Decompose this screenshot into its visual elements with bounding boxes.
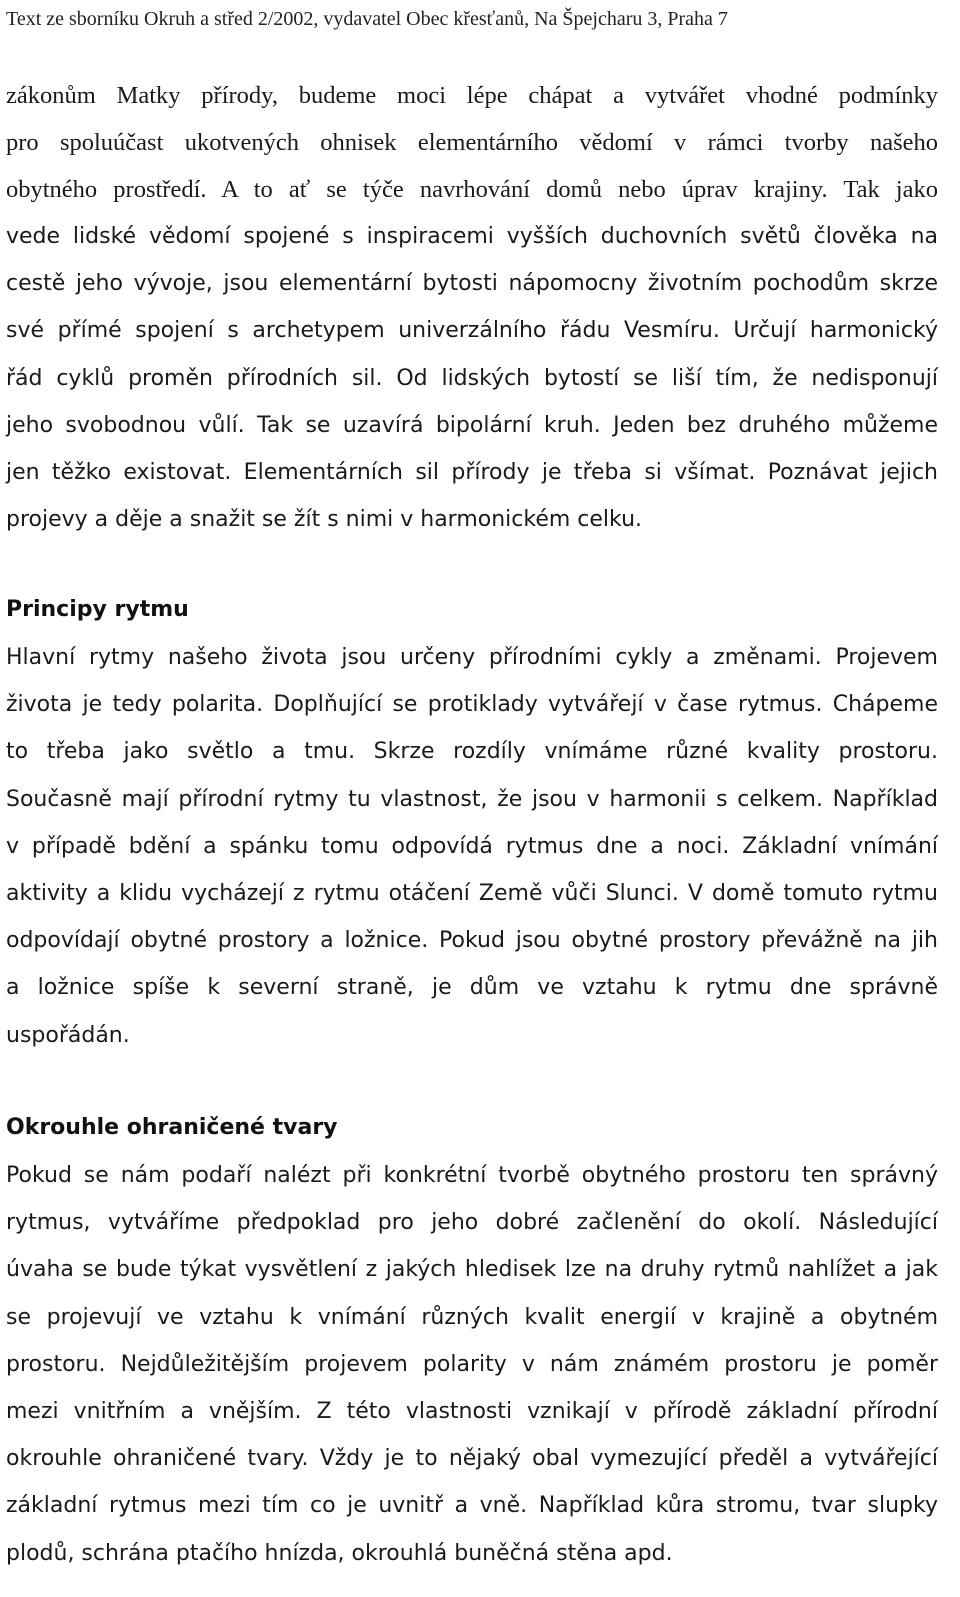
text-line: projevy a děje a snažit se žít s nimi v harmonickém celku. bbox=[6, 507, 643, 533]
section-principy-rytmu-body bbox=[6, 634, 938, 1059]
text-line: uspořádán. bbox=[6, 1022, 130, 1048]
text-line: úvaha se bude týkat vysvětlení z jakých hledisek lze na druhy rytmů nahlížet a jak bbox=[6, 1257, 938, 1283]
text-line: se projevují ve vztahu k vnímání různých kvalit energií v krajině a obytném bbox=[6, 1304, 938, 1330]
text-line: základní rytmus mezi tím co je uvnitř a vně. Například kůra stromu, tvar slupky bbox=[6, 1493, 938, 1519]
text-line: to třeba jako světlo a tmu. Skrze rozdíly vnímáme různé kvality prostoru. bbox=[6, 739, 938, 765]
text-line: mezi vnitřním a vnějším. Z této vlastnosti vznikají v přírodě základní přírodní bbox=[6, 1398, 938, 1424]
text-line: jeho svobodnou vůlí. Tak se uzavírá bipolární kruh. Jeden bez druhého můžeme bbox=[6, 412, 938, 438]
text-line: v případě bdění a spánku tomu odpovídá rytmus dne a noci. Základní vnímání bbox=[6, 833, 938, 859]
text-line: okrouhle ohraničené tvary. Vždy je to nějaký obal vymezující předěl a vytvářející bbox=[6, 1446, 938, 1472]
section-heading-principy-rytmu: Principy rytmu bbox=[6, 597, 189, 622]
text-line: jen těžko existovat. Elementárních sil přírody je třeba si všímat. Poznávat jejich bbox=[6, 459, 938, 485]
text-line: aktivity a klidu vycházejí z rytmu otáčení Země vůči Slunci. V domě tomuto rytmu bbox=[6, 880, 938, 906]
text-line: Současně mají přírodní rytmy tu vlastnost, že jsou v harmonii s celkem. Například bbox=[6, 786, 938, 812]
text-line: řád cyklů proměn přírodních sil. Od lidských bytostí se liší tím, že nedisponují bbox=[6, 365, 938, 391]
page-header: Text ze sborníku Okruh a střed 2/2002, vydavatel Obec křesťanů, Na Špejcharu 3, Praha 7 bbox=[6, 8, 728, 30]
text-line: a ložnice spíše k severní straně, je dům ve vztahu k rytmu dne správně bbox=[6, 975, 938, 1001]
text-line: obytného prostředí. A to ať se týče navrhování domů nebo úprav krajiny. Tak jako bbox=[6, 176, 938, 204]
intro-sans-block bbox=[6, 213, 938, 543]
text-line: prostoru. Nejdůležitějším projevem polarity v nám známém prostoru je poměr bbox=[6, 1351, 938, 1377]
text-line: své přímé spojení s archetypem univerzálního řádu Vesmíru. Určují harmonický bbox=[6, 318, 938, 344]
text-line: cestě jeho vývoje, jsou elementární bytosti nápomocny životním pochodům skrze bbox=[6, 271, 938, 297]
text-line: plodů, schrána ptačího hnízda, okrouhlá buněčná stěna apd. bbox=[6, 1540, 673, 1566]
text-line: pro spoluúčast ukotvených ohnisek elementárního vědomí v rámci tvorby našeho bbox=[6, 129, 938, 157]
text-line: vede lidské vědomí spojené s inspiracemi vyšších duchovních světů člověka na bbox=[6, 224, 938, 249]
text-line: Pokud se nám podaří nalézt při konkrétní tvorbě obytného prostoru ten správný bbox=[6, 1163, 938, 1188]
text-line: odpovídají obytné prostory a ložnice. Pokud jsou obytné prostory převážně na jih bbox=[6, 928, 938, 954]
text-line: zákonům Matky přírody, budeme moci lépe chápat a vytvářet vhodné podmínky bbox=[6, 82, 938, 109]
text-line: života je tedy polarita. Doplňující se protiklady vytvářejí v čase rytmus. Chápeme bbox=[6, 692, 938, 718]
section-okrouhle-tvary-body bbox=[6, 1152, 938, 1577]
section-heading-okrouhle-tvary: Okrouhle ohraničené tvary bbox=[6, 1115, 338, 1140]
text-line: rytmus, vytváříme předpoklad pro jeho dobré začlenění do okolí. Následující bbox=[6, 1210, 938, 1236]
intro-serif-block bbox=[6, 72, 938, 214]
text-line: Hlavní rytmy našeho života jsou určeny přírodními cykly a změnami. Projevem bbox=[6, 645, 938, 670]
